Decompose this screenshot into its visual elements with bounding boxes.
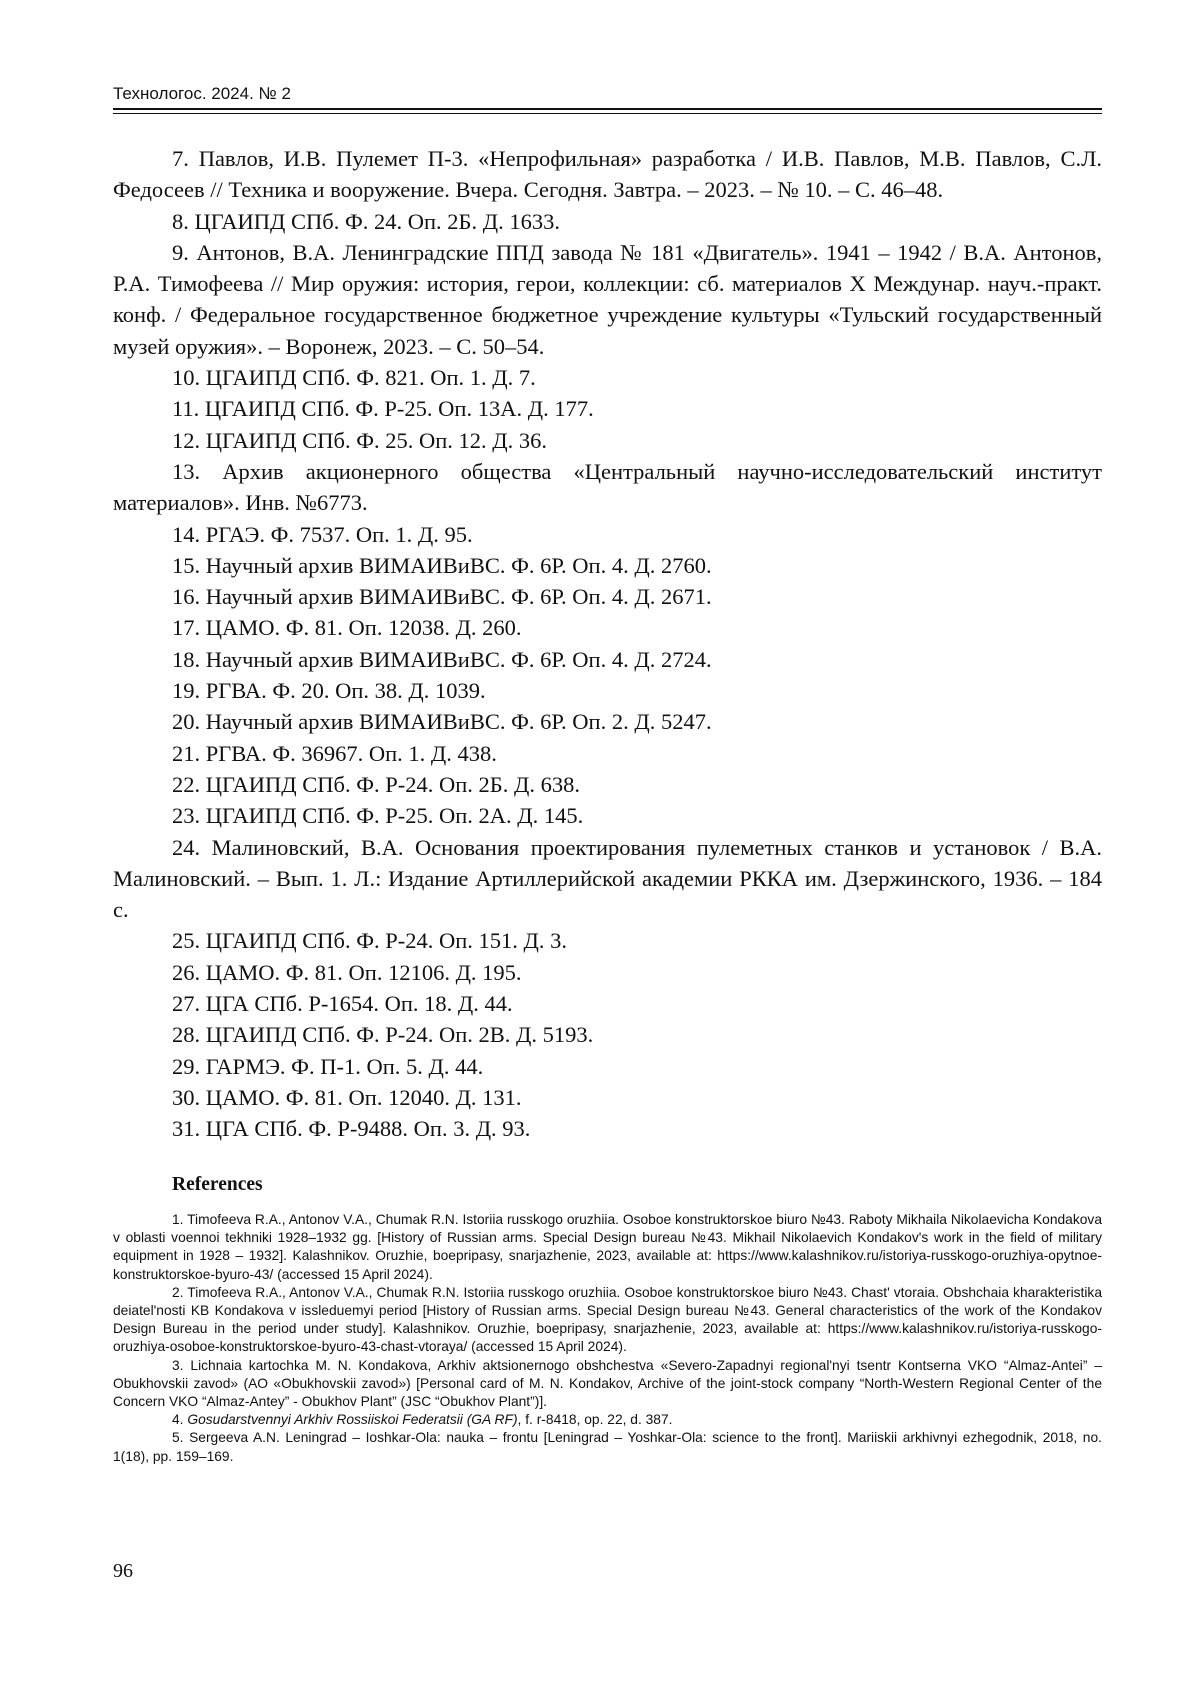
source-item: 12. ЦГАИПД СПб. Ф. 25. Оп. 12. Д. 36. <box>172 427 548 453</box>
source-item: 23. ЦГАИПД СПб. Ф. Р-25. Оп. 2А. Д. 145. <box>172 803 584 829</box>
source-item: 30. ЦАМО. Ф. 81. Оп. 12040. Д. 131. <box>172 1084 522 1110</box>
reference-number: 4. <box>172 1412 188 1428</box>
references-list <box>113 1211 1102 1466</box>
header-rule-thin <box>113 113 1102 114</box>
source-item: 16. Научный архив ВИМАИВиВС. Ф. 6Р. Оп. 4. Д. 2671. <box>172 584 712 610</box>
reference-item: 2. Timofeeva R.A., Antonov V.A., Chumak R.N. Istoriia russkogo oruzhiia. Osoboe konstruktorskoe biuro №43. Chast' vtoraia. Obshchaia kharakteristika deiatel'nosti KB Kondakova v issleduemyi period [History of Russian arms. Special Design bureau №43. General characteristics of the work of the Kondakov Design Bureau in the period under study]. Kalashnikov. Oruzhie, boepripasy, snarjazhenie, 2023, available at: https://www.kalashnikov.ru/istoriya-russkogo-oruzhiya-osoboe-konstruktorskoe-byuro-43-chast-vtoraya/ (accessed 15 April 2024). <box>113 1284 1102 1355</box>
sources-list <box>113 143 1102 1145</box>
page-number: 96 <box>113 1560 133 1582</box>
reference-item: 1. Timofeeva R.A., Antonov V.A., Chumak R.N. Istoriia russkogo oruzhiia. Osoboe konstruktorskoe biuro №43. Raboty Mikhaila Nikolaevicha Kondakova v oblasti voennoi tekhniki 1928–1932 gg. [History of Russian arms. Special Design bureau №43. Mikhail Nikolaevich Kondakov's work in the field of military equipment in 1928 – 1932]. Kalashnikov. Oruzhie, boepripasy, snarjazhenie, 2023, available at: https://www.kalashnikov.ru/istoriya-russkogo-oruzhiya-opytnoe-konstruktorskoe-byuro-43/ (accessed 15 April 2024). <box>113 1212 1102 1282</box>
reference-item: 3. Lichnaia kartochka M. N. Kondakova, Arkhiv aktsionernogo obshchestva «Severo-Zapadnyi regional'nyi tsentr Kontserna VKO “Almaz-Antei” – Obukhovskii zavod» (AO «Obukhovskii zavod») [Personal card of M. N. Kondakov, Archive of the joint-stock company “North-Western Regional Center of the Concern VKO “Almaz-Antey” - Obukhov Plant” (JSC “Obukhov Plant”)]. <box>113 1357 1102 1410</box>
source-item: 14. РГАЭ. Ф. 7537. Оп. 1. Д. 95. <box>172 521 473 547</box>
source-item: 13. Архив акционерного общества «Центральный научно-исследовательский институт материалов». Инв. №6773. <box>113 458 1102 516</box>
source-item: 21. РГВА. Ф. 36967. Оп. 1. Д. 438. <box>172 740 497 766</box>
source-item: 17. ЦАМО. Ф. 81. Оп. 12038. Д. 260. <box>172 615 522 641</box>
source-item: 19. РГВА. Ф. 20. Оп. 38. Д. 1039. <box>172 678 486 704</box>
running-header: Технологос. 2024. № 2 <box>113 84 291 103</box>
reference-item: 5. Sergeeva A.N. Leningrad – Ioshkar-Ola: nauka – frontu [Leningrad – Yoshkar-Ola: science to the front]. Mariiskii arkhivnyi ezhegodnik, 2018, no. 1(18), pp. 159–169. <box>113 1430 1102 1464</box>
source-item: 18. Научный архив ВИМАИВиВС. Ф. 6Р. Оп. 4. Д. 2724. <box>172 646 712 672</box>
header-rule-thick <box>113 108 1102 110</box>
reference-details: , f. r-8418, op. 22, d. 387. <box>517 1412 673 1428</box>
source-item: 25. ЦГАИПД СПб. Ф. Р-24. Оп. 151. Д. 3. <box>172 928 568 954</box>
source-item: 24. Малиновский, В.А. Основания проектирования пулеметных станков и установок / В.А. Малиновский. – Вып. 1. Л.: Издание Артиллерийской академии РККА им. Дзержинского, 1936. – 184 с. <box>113 834 1102 923</box>
source-item: 20. Научный архив ВИМАИВиВС. Ф. 6Р. Оп. 2. Д. 5247. <box>172 709 712 735</box>
source-item: 8. ЦГАИПД СПб. Ф. 24. Оп. 2Б. Д. 1633. <box>172 208 560 234</box>
source-item: 10. ЦГАИПД СПб. Ф. 821. Оп. 1. Д. 7. <box>172 365 536 391</box>
reference-item <box>113 1411 1102 1429</box>
source-item: 29. ГАРМЭ. Ф. П-1. Оп. 5. Д. 44. <box>172 1053 484 1079</box>
references-heading: References <box>172 1174 263 1195</box>
source-item: 15. Научный архив ВИМАИВиВС. Ф. 6Р. Оп. 4. Д. 2760. <box>172 552 712 578</box>
reference-italic-title: Gosudarstvennyi Arkhiv Rossiiskoi Federatsii (GA RF) <box>187 1412 518 1428</box>
source-item: 27. ЦГА СПб. Р-1654. Оп. 18. Д. 44. <box>172 991 513 1017</box>
source-item: 9. Антонов, В.А. Ленинградские ППД завода № 181 «Двигатель». 1941 – 1942 / В.А. Антонов, Р.А. Тимофеева // Мир оружия: история, герои, коллекции: сб. материалов X Междунар. науч.-практ. конф. / Федеральное государственное бюджетное учреждение культуры «Тульский государственный музей оружия». – Воронеж, 2023. – С. 50–54. <box>113 239 1102 359</box>
source-item: 31. ЦГА СПб. Ф. Р-9488. Оп. 3. Д. 93. <box>172 1116 531 1142</box>
source-item: 26. ЦАМО. Ф. 81. Оп. 12106. Д. 195. <box>172 959 522 985</box>
source-item: 11. ЦГАИПД СПб. Ф. Р-25. Оп. 13А. Д. 177. <box>172 396 594 422</box>
source-item: 7. Павлов, И.В. Пулемет П-3. «Непрофильная» разработка / И.В. Павлов, М.В. Павлов, С.Л. Федосеев // Техника и вооружение. Вчера. Сегодня. Завтра. – 2023. – № 10. – С. 46–48. <box>113 146 1102 203</box>
source-item: 28. ЦГАИПД СПб. Ф. Р-24. Оп. 2В. Д. 5193. <box>172 1022 594 1048</box>
source-item: 22. ЦГАИПД СПб. Ф. Р-24. Оп. 2Б. Д. 638. <box>172 771 580 797</box>
